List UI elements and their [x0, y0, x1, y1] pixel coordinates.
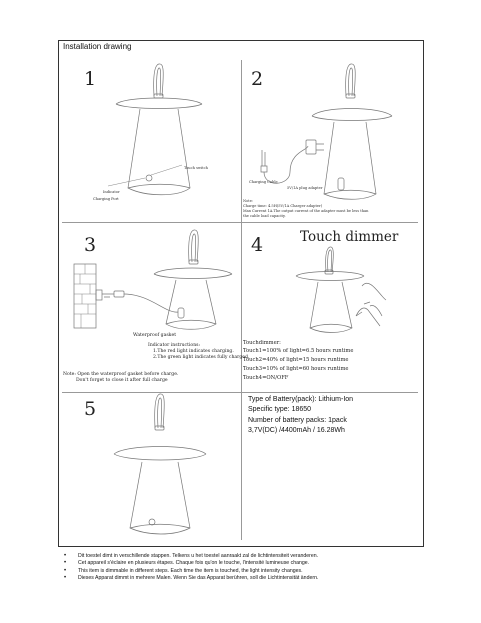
touch-dimmer-line-1: Touchdimmer:	[243, 340, 281, 346]
step-2-number: 2	[251, 68, 264, 90]
battery-info	[248, 395, 353, 437]
indicator-instructions-title: Indicator instructions:	[148, 343, 201, 348]
touch-dimmer-line-2: Touch1=100% of light=6.5 hours runtime	[243, 348, 354, 354]
step-3-note-line-2: Don't forget to close it after full charge	[76, 378, 168, 383]
touch-dimmer-line-3: Touch2=40% of light=15 hours runtime	[243, 357, 349, 363]
indicator-label: Indicator	[103, 190, 120, 194]
battery-capacity: 3,7V(DC) /4400mAh / 16.28Wh	[248, 427, 345, 435]
divider-column	[241, 60, 242, 540]
step-3-note-line-1: Note: Open the waterproof gasket before charge.	[63, 372, 179, 377]
step-2-note-line-1: Charge time: 4.5H(5V/1A Charger adapter)	[243, 204, 323, 208]
page-title: Installation drawing	[63, 42, 132, 51]
step-3-number: 3	[84, 234, 97, 256]
adapter-label: 5V/1A plug adapter	[287, 186, 323, 190]
battery-pack-count: Number of battery packs: 1pack	[248, 416, 347, 424]
step-5-lamp-illustration	[100, 392, 240, 542]
step-1-number: 1	[84, 68, 97, 90]
step-4-number: 4	[251, 234, 264, 256]
step-2-lamp-illustration	[260, 62, 410, 202]
note-english: • This item is dimmable in different steps. Each time the item is touched, the light intensity changes.	[64, 568, 424, 575]
divider-row-1	[62, 222, 418, 223]
dimming-notes-list	[64, 553, 424, 583]
note-german: • Dieses Apparat dimmt in mehrere Malen. Wenn Sie das Apparat berühren, soll die Lichtintensität ändern.	[64, 575, 424, 582]
touch-dimmer-line-4: Touch3=10% of light=60 hours runtime	[243, 366, 349, 372]
charging-port-label: Charging Port	[93, 197, 119, 201]
step-2-note-line-2: Max Current 1A.The output current of the adapter must be less than	[243, 209, 369, 213]
note-french: • Cet appareil s'éclaire en plusieurs étapes. Chaque fois qu'on le touche, l'intensité lumineuse change.	[64, 560, 424, 567]
gasket-label: Waterproof gasket	[133, 333, 177, 338]
battery-type: Type of Battery(pack): Lithium-Ion	[248, 396, 354, 403]
step-4-lamp-illustration	[290, 246, 390, 336]
indicator-instruction-1: 1.The red light indicates charging.	[153, 349, 234, 354]
touch-switch-label: Touch switch	[184, 166, 208, 170]
touch-dimmer-title: Touch dimmer	[300, 229, 399, 245]
battery-specific-type: Specific type: 18650	[248, 406, 312, 414]
touch-dimmer-line-5: Touch4=ON/OFF	[243, 375, 289, 381]
charging-cable-label: Charging Cable	[249, 180, 278, 184]
note-dutch: • Dit toestel dimt in verschillende stappen. Telkens u het toestel aanraakt zal de lichtintensiteit veranderen.	[64, 553, 424, 560]
step-2-note-line-3: the cable load capacity.	[243, 214, 286, 218]
step-2-note-heading: Note:	[243, 199, 254, 203]
indicator-instruction-2: 2.The green light indicates fully charged.	[153, 355, 250, 360]
step-3-lamp-illustration	[70, 228, 240, 338]
step-5-number: 5	[84, 398, 97, 420]
